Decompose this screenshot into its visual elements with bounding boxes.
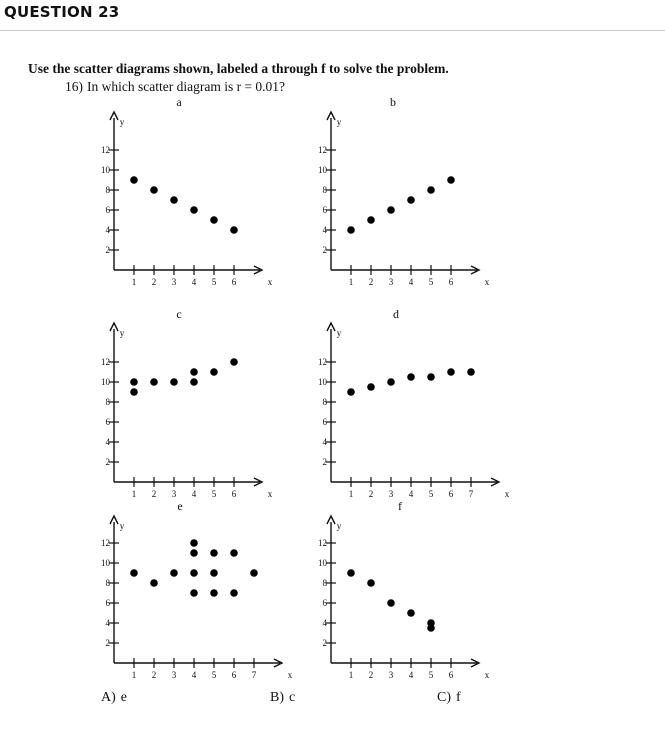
data-point <box>387 206 395 214</box>
y-tick-label: 8 <box>105 185 110 195</box>
y-tick-label: 10 <box>101 377 110 387</box>
x-tick-label: 7 <box>251 670 257 680</box>
data-point <box>447 368 455 376</box>
x-tick-label: 4 <box>408 670 414 680</box>
data-point <box>170 196 178 204</box>
y-tick-label: 4 <box>105 618 110 628</box>
answer-choice-c[interactable] <box>437 690 461 706</box>
data-point <box>190 549 198 557</box>
data-point <box>190 368 198 376</box>
x-tick-label: 1 <box>131 277 137 287</box>
y-tick-label: 10 <box>318 377 327 387</box>
x-tick-label: 5 <box>428 670 434 680</box>
data-point <box>190 539 198 547</box>
data-point <box>427 624 435 632</box>
x-tick-label: 2 <box>151 670 157 680</box>
y-tick-label: 4 <box>322 225 327 235</box>
x-tick-label: 6 <box>231 670 237 680</box>
data-point <box>230 589 238 597</box>
x-tick-label: 4 <box>191 670 197 680</box>
y-tick-label: 2 <box>105 457 110 467</box>
x-tick-label: 5 <box>211 670 217 680</box>
data-point <box>210 216 218 224</box>
choice-letter: A) <box>101 690 116 705</box>
x-tick-label: 6 <box>448 489 454 499</box>
data-point <box>190 378 198 386</box>
y-tick-label: 10 <box>101 165 110 175</box>
x-tick-label: 4 <box>191 277 197 287</box>
data-point <box>170 378 178 386</box>
data-point <box>210 589 218 597</box>
x-tick-label: 3 <box>388 670 394 680</box>
data-point <box>347 388 355 396</box>
y-tick-label: 2 <box>105 245 110 255</box>
choice-letter: B) <box>270 690 284 705</box>
chart-title: c <box>176 307 182 321</box>
data-point <box>210 549 218 557</box>
x-tick-label: 6 <box>231 489 237 499</box>
y-axis-label: y <box>119 117 125 127</box>
data-point <box>367 216 375 224</box>
y-tick-label: 10 <box>318 165 327 175</box>
y-tick-label: 10 <box>318 558 327 568</box>
data-point <box>407 196 415 204</box>
data-point <box>407 609 415 617</box>
chart-title: b <box>390 95 396 109</box>
x-tick-label: 4 <box>408 489 414 499</box>
x-tick-label: 2 <box>151 277 157 287</box>
x-tick-label: 5 <box>428 489 434 499</box>
data-point <box>447 176 455 184</box>
problem-number: 16) <box>65 79 83 94</box>
x-tick-label: 3 <box>388 489 394 499</box>
data-point <box>467 368 475 376</box>
data-point <box>150 186 158 194</box>
x-tick-label: 1 <box>348 277 354 287</box>
data-point <box>387 599 395 607</box>
choice-label: e <box>120 690 127 705</box>
data-point <box>250 569 258 577</box>
x-axis-label: x <box>504 489 510 499</box>
y-axis-label: y <box>336 328 342 338</box>
choice-label: c <box>289 690 296 705</box>
data-point <box>150 579 158 587</box>
data-point <box>427 373 435 381</box>
x-tick-label: 1 <box>348 489 354 499</box>
y-tick-label: 4 <box>322 618 327 628</box>
chart-title: d <box>393 307 399 321</box>
x-tick-label: 2 <box>368 489 374 499</box>
y-tick-label: 2 <box>322 457 327 467</box>
data-point <box>170 569 178 577</box>
y-tick-label: 8 <box>322 397 327 407</box>
y-tick-label: 4 <box>105 437 110 447</box>
x-tick-label: 5 <box>211 277 217 287</box>
x-tick-label: 1 <box>348 670 354 680</box>
x-axis-label: x <box>484 277 490 287</box>
y-tick-label: 6 <box>105 205 110 215</box>
x-tick-label: 4 <box>191 489 197 499</box>
data-point <box>367 383 375 391</box>
x-tick-label: 2 <box>151 489 157 499</box>
y-tick-label: 8 <box>105 397 110 407</box>
y-tick-label: 6 <box>322 205 327 215</box>
y-tick-label: 10 <box>101 558 110 568</box>
x-tick-label: 4 <box>408 277 414 287</box>
y-tick-label: 6 <box>105 598 110 608</box>
y-tick-label: 12 <box>318 145 327 155</box>
choice-letter: C) <box>437 690 451 705</box>
y-axis-label: y <box>336 521 342 531</box>
data-point <box>210 569 218 577</box>
y-tick-label: 2 <box>105 638 110 648</box>
y-tick-label: 4 <box>322 437 327 447</box>
y-tick-label: 4 <box>105 225 110 235</box>
x-tick-label: 1 <box>131 670 137 680</box>
instructions-text: Use the scatter diagrams shown, labeled a through f to solve the problem. <box>28 61 449 76</box>
y-tick-label: 8 <box>322 185 327 195</box>
data-point <box>347 569 355 577</box>
data-point <box>367 579 375 587</box>
data-point <box>347 226 355 234</box>
y-tick-label: 12 <box>318 357 327 367</box>
data-point <box>190 569 198 577</box>
data-point <box>150 378 158 386</box>
problem-text: In which scatter diagram is r = 0.01? <box>87 79 286 94</box>
x-tick-label: 3 <box>388 277 394 287</box>
y-tick-label: 6 <box>105 417 110 427</box>
data-point <box>130 388 138 396</box>
y-tick-label: 2 <box>322 638 327 648</box>
x-tick-label: 2 <box>368 277 374 287</box>
y-axis-label: y <box>119 328 125 338</box>
x-tick-label: 6 <box>448 670 454 680</box>
answer-choice-a[interactable] <box>101 690 127 706</box>
y-tick-label: 12 <box>101 538 110 548</box>
x-tick-label: 5 <box>211 489 217 499</box>
choice-label: f <box>456 690 461 705</box>
y-tick-label: 12 <box>318 538 327 548</box>
data-point <box>387 378 395 386</box>
y-tick-label: 6 <box>322 417 327 427</box>
x-tick-label: 6 <box>448 277 454 287</box>
data-point <box>130 176 138 184</box>
y-tick-label: 2 <box>322 245 327 255</box>
x-tick-label: 3 <box>171 670 177 680</box>
data-point <box>230 358 238 366</box>
x-tick-label: 3 <box>171 277 177 287</box>
x-tick-label: 1 <box>131 489 137 499</box>
data-point <box>130 569 138 577</box>
y-axis-label: y <box>336 117 342 127</box>
x-axis-label: x <box>287 670 293 680</box>
question-title: QUESTION 23 <box>4 3 120 21</box>
y-tick-label: 8 <box>105 578 110 588</box>
answer-choice-b[interactable] <box>270 690 295 706</box>
data-point <box>230 549 238 557</box>
y-tick-label: 12 <box>101 357 110 367</box>
data-point <box>210 368 218 376</box>
y-tick-label: 6 <box>322 598 327 608</box>
y-axis-label: y <box>119 521 125 531</box>
y-tick-label: 12 <box>101 145 110 155</box>
x-tick-label: 6 <box>231 277 237 287</box>
x-tick-label: 3 <box>171 489 177 499</box>
x-tick-label: 7 <box>468 489 474 499</box>
data-point <box>190 589 198 597</box>
x-axis-label: x <box>484 670 490 680</box>
data-point <box>427 186 435 194</box>
data-point <box>230 226 238 234</box>
data-point <box>190 206 198 214</box>
data-point <box>407 373 415 381</box>
x-tick-label: 2 <box>368 670 374 680</box>
y-tick-label: 8 <box>322 578 327 588</box>
chart-title: e <box>177 499 183 513</box>
chart-title: a <box>176 95 182 109</box>
chart-title: f <box>398 499 402 513</box>
data-point <box>130 378 138 386</box>
x-axis-label: x <box>267 489 273 499</box>
x-tick-label: 5 <box>428 277 434 287</box>
x-axis-label: x <box>267 277 273 287</box>
